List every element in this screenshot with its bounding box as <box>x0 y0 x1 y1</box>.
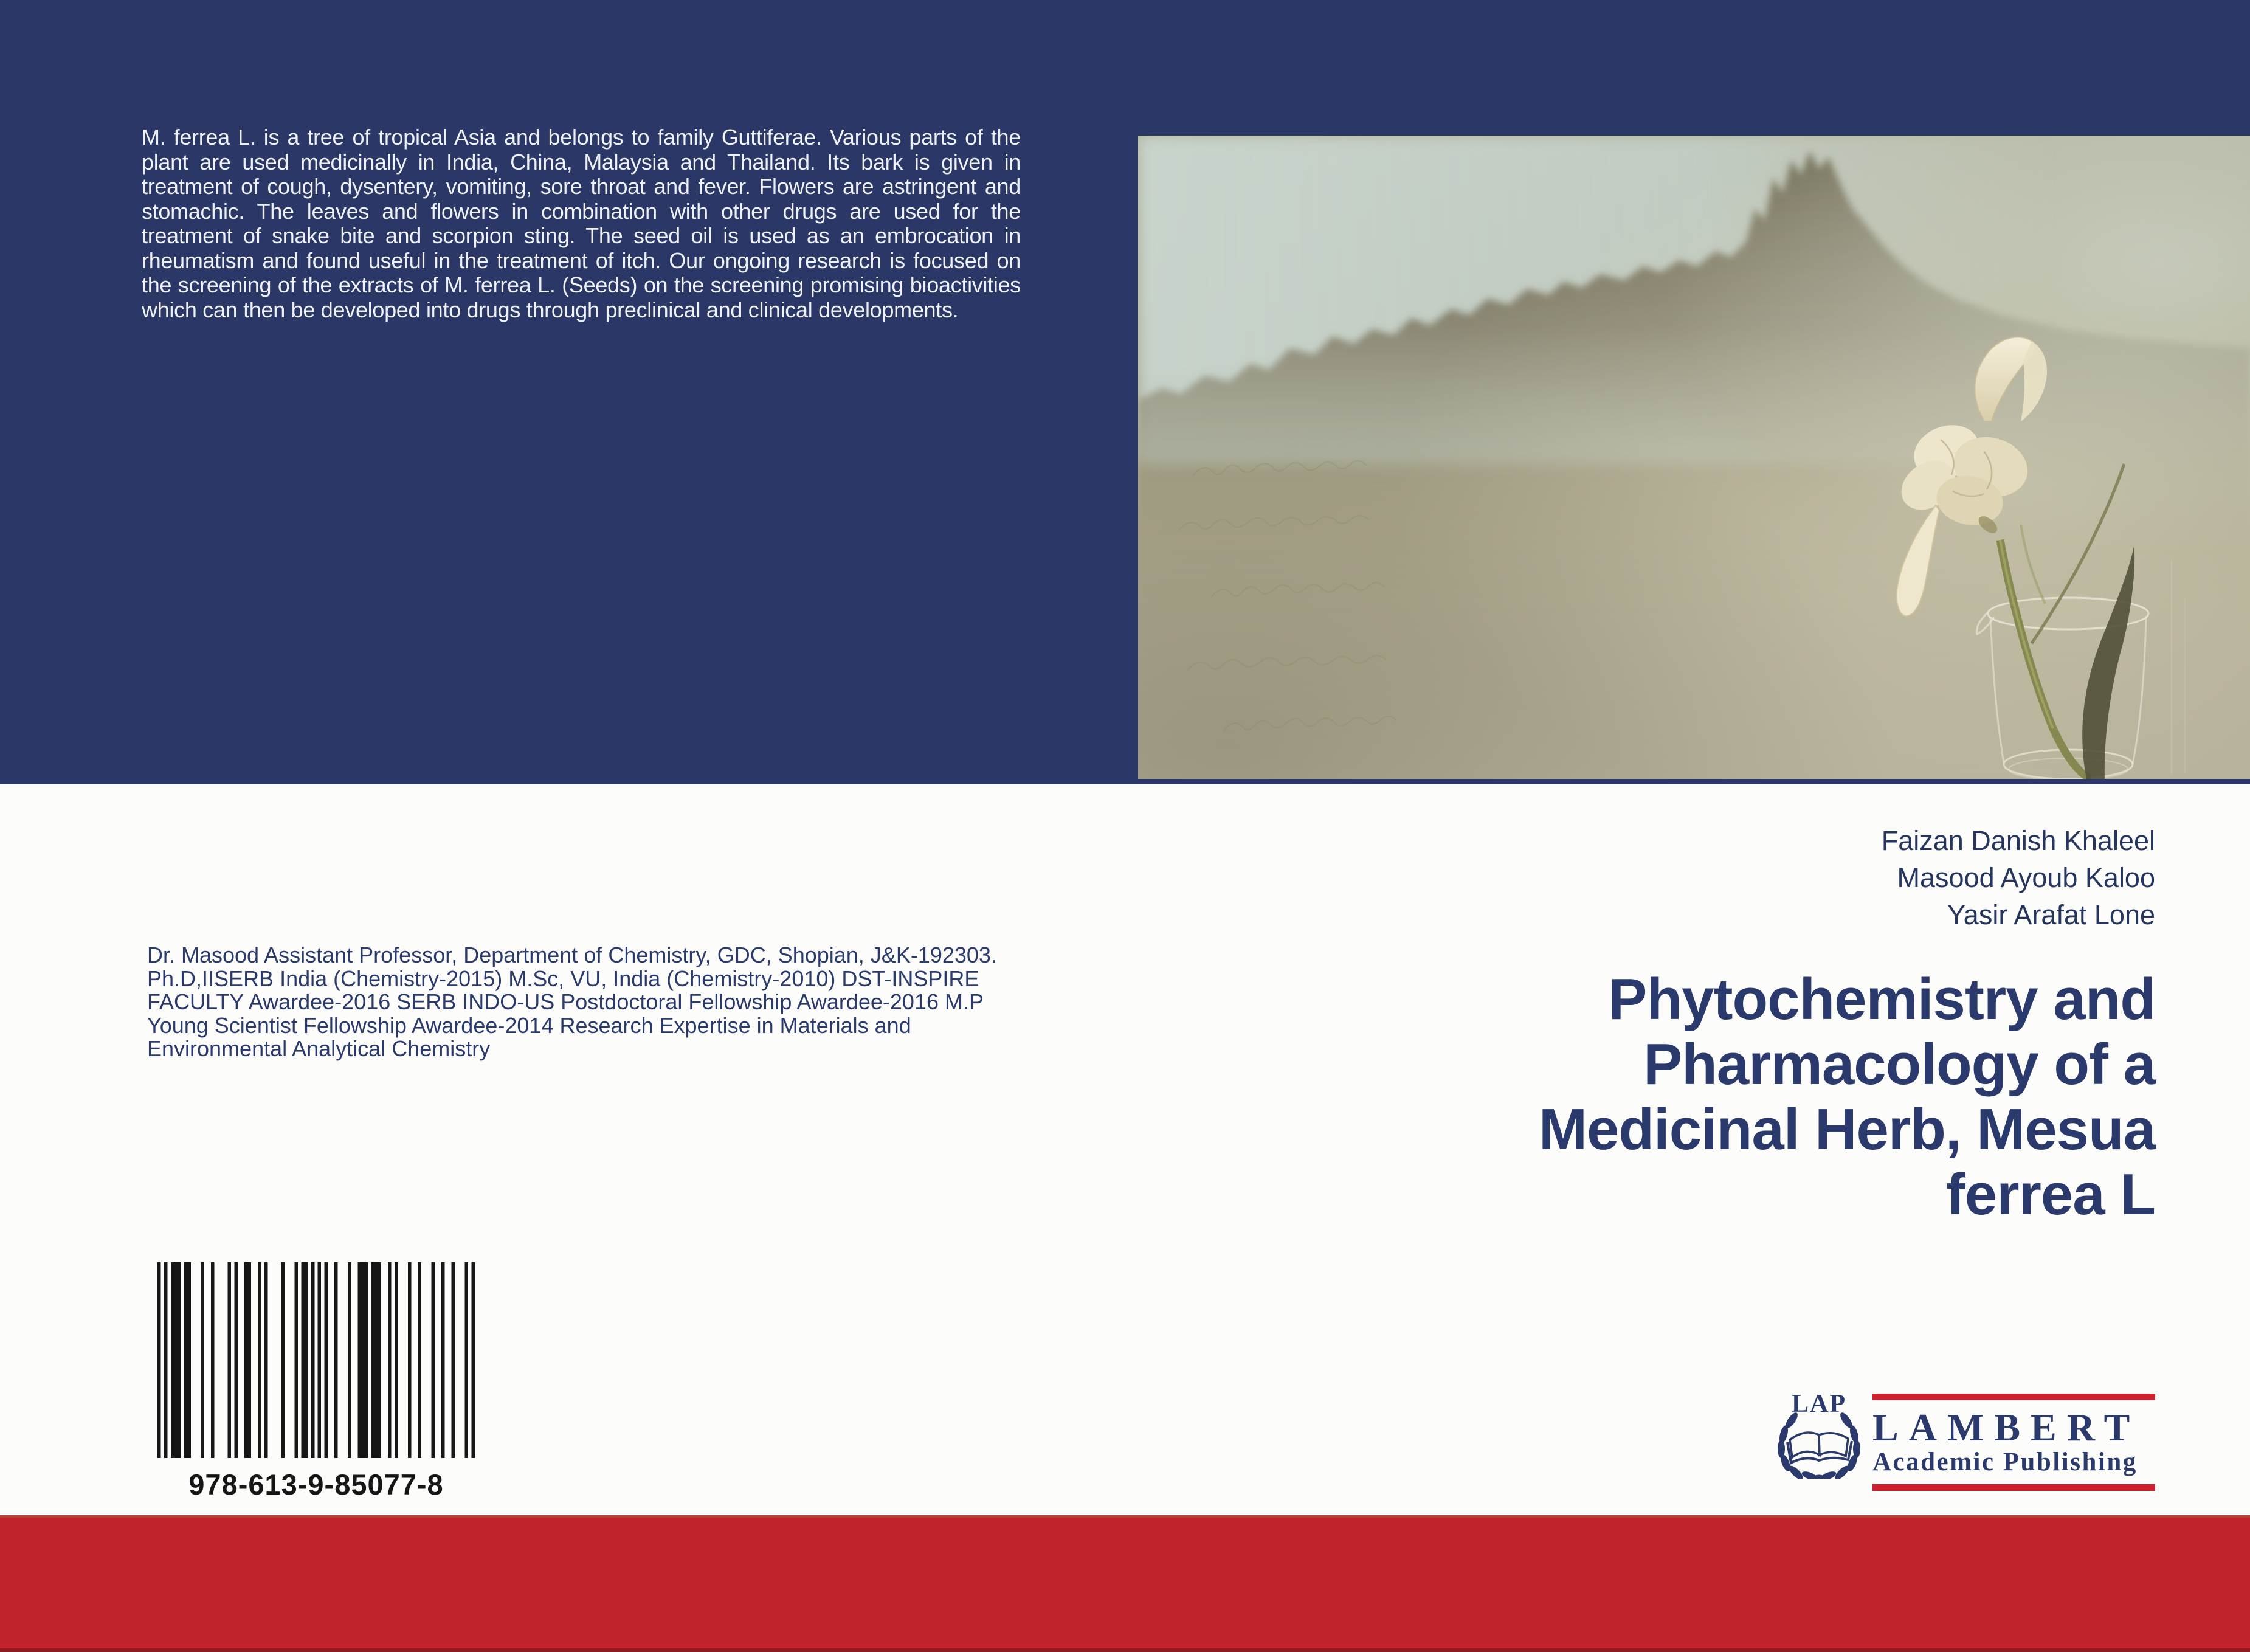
barcode-bar <box>432 1262 435 1458</box>
dark-corner-overlay <box>1138 136 2250 779</box>
title-line-3: Medicinal Herb, Mesua <box>1539 1097 2155 1162</box>
wilted-flower-photo <box>1138 136 2250 779</box>
barcode-bar <box>348 1262 351 1458</box>
barcode-bar <box>258 1262 261 1458</box>
barcode-bar <box>211 1262 214 1458</box>
barcode-bar <box>452 1262 455 1458</box>
open-book-glyph <box>1787 1433 1852 1463</box>
book-title <box>1158 967 2155 1227</box>
barcode-bar <box>157 1262 160 1458</box>
lap-wreath-book-icon <box>1773 1386 1865 1479</box>
barcode-bar <box>334 1262 337 1458</box>
barcode-bar <box>201 1262 204 1458</box>
isbn-number: 978-613-9-85077-8 <box>188 1468 444 1501</box>
logo-red-rule-bottom <box>1872 1484 2155 1491</box>
barcode-bar <box>408 1262 411 1458</box>
author-bio: Dr. Masood Assistant Professor, Department of Chemistry, GDC, Shopian, J&K-192303. Ph.D,IISERB India (Chemistry-2015) M.Sc, VU, India (Chemistry-2010) DST-INSPIRE FACULTY Awardee-2016 SERB INDO-US Postdoctoral Fellowship Awardee-2016 M.P Young Scientist Fellowship Awardee-2014 Research Expertise in Materials and Environmental Analytical Chemistry <box>147 942 997 1061</box>
logo-red-rule-top <box>1872 1394 2155 1400</box>
cover-photo-frame <box>1138 136 2250 779</box>
navy-top-panel <box>0 0 2250 784</box>
barcode-bar <box>418 1262 421 1458</box>
barcode-bar <box>164 1262 167 1458</box>
barcode-bar <box>264 1262 267 1458</box>
publisher-logotype <box>1872 1394 2155 1491</box>
author-1: Faizan Danish Khaleel <box>1881 825 2155 856</box>
barcode-bar <box>227 1262 230 1458</box>
barcode-bar <box>441 1262 444 1458</box>
barcode-bar <box>281 1262 284 1458</box>
barcode-bar <box>318 1262 321 1458</box>
barcode-bar <box>371 1262 381 1458</box>
barcode-block <box>157 1262 475 1501</box>
lap-monogram: LAP <box>1792 1390 1846 1418</box>
title-line-2: Pharmacology of a <box>1643 1032 2155 1097</box>
barcode-bar <box>325 1262 328 1458</box>
author-names <box>1882 822 2155 933</box>
author-3: Yasir Arafat Lone <box>1947 899 2155 930</box>
barcode-bar <box>311 1262 314 1458</box>
bottom-red-stripe <box>0 1515 2250 1652</box>
barcode-icon <box>157 1262 475 1458</box>
barcode-bar <box>388 1262 391 1458</box>
barcode-bar <box>472 1262 475 1458</box>
back-cover-blurb: M. ferrea L. is a tree of tropical Asia and belongs to family Guttiferae. Various parts of the plant are used medicinally in India, China, Malaysia and Thailand. Its bark is given in treatment of cough, dysentery, vomiting, sore throat and fever. Flowers are astringent and stomachic. The leaves and flowers in combination with other drugs are used for the treatment of snake bite and scorpion sting. The seed oil is used as an embrocation in rheumatism and found useful in the treatment of itch. Our ongoing research is focused on the screening of the extracts of M. ferrea L. (Seeds) on the screening promising bioactivities which can then be developed into drugs through preclinical and clinical developments. <box>142 125 1021 322</box>
barcode-bar <box>395 1262 398 1458</box>
barcode-bar <box>358 1262 368 1458</box>
front-lower-panel <box>0 784 2250 1515</box>
barcode-bar <box>294 1262 297 1458</box>
publisher-subtitle: Academic Publishing <box>1872 1448 2138 1476</box>
title-line-4: ferrea L <box>1945 1162 2155 1227</box>
lap-logo-icon <box>1773 1386 1865 1479</box>
barcode-bar <box>184 1262 191 1458</box>
author-2: Masood Ayoub Kaloo <box>1897 862 2155 893</box>
barcode-bar <box>465 1262 468 1458</box>
title-line-1: Phytochemistry and <box>1608 967 2155 1032</box>
publisher-name: LAMBERT <box>1872 1406 2141 1449</box>
barcode-bar <box>301 1262 308 1458</box>
barcode-bar <box>244 1262 251 1458</box>
barcode-bar <box>234 1262 237 1458</box>
barcode-bar <box>171 1262 181 1458</box>
